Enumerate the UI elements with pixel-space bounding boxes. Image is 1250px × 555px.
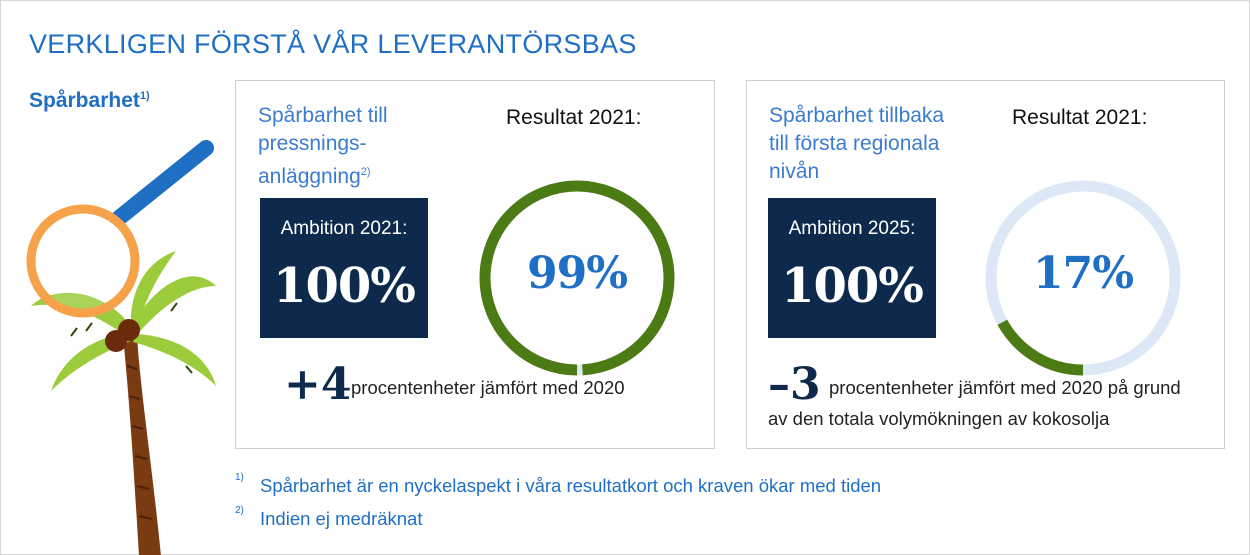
section-subtitle [29, 89, 150, 113]
ambition-label: Ambition 2025: [788, 218, 916, 239]
ambition-value: 100% [273, 258, 415, 314]
ambition-box [260, 198, 428, 338]
change-text-line1: procentenheter jämfört med 2020 på grund [829, 377, 1181, 398]
card-label [769, 102, 944, 186]
ambition-label: Ambition 2021: [280, 218, 408, 239]
result-label: Resultat 2021: [506, 106, 642, 129]
subtitle-text: Spårbarhet [29, 89, 140, 112]
subtitle-footnote-mark: 1) [139, 90, 150, 102]
change-value: +4 [284, 359, 352, 410]
card-label-line: Spårbarhet tillbaka [769, 104, 945, 127]
result-value: 99% [526, 248, 628, 299]
result-label: Resultat 2021: [1012, 106, 1148, 129]
result-ring [985, 180, 1181, 376]
change-text-line2: av den totala volymökningen av kokosolja [768, 408, 1110, 429]
card-label-line: nivån [769, 160, 820, 183]
card-label-footnote-mark: 2) [360, 166, 371, 178]
traceability-card-mill [235, 80, 715, 449]
footnote-mark: 1) [235, 472, 244, 483]
traceability-card-regional [746, 80, 1225, 449]
card-label [258, 102, 388, 191]
palm-tree-with-magnifying-glass-icon [11, 136, 231, 555]
footnote-mark: 2) [235, 505, 244, 516]
ambition-value: 100% [781, 258, 923, 314]
card-label-line: pressnings- [258, 132, 367, 155]
result-value: 17% [1032, 248, 1134, 299]
card-label-line [258, 158, 388, 191]
card-label-text: anläggning [258, 165, 361, 188]
change-text: procentenheter jämfört med 2020 [351, 377, 625, 398]
result-ring [479, 180, 675, 376]
card-label-line: Spårbarhet till [258, 104, 388, 127]
change-value: –3 [768, 359, 821, 410]
ambition-box [768, 198, 936, 338]
footnote-text: Indien ej medräknat [260, 508, 423, 529]
card-label-line: till första regionala [769, 132, 940, 155]
page-title: VERKLIGEN FÖRSTÅ VÅR LEVERANTÖRSBAS [29, 29, 637, 59]
footnote-text: Spårbarhet är en nyckelaspekt i våra resultatkort och kraven ökar med tiden [260, 475, 882, 496]
